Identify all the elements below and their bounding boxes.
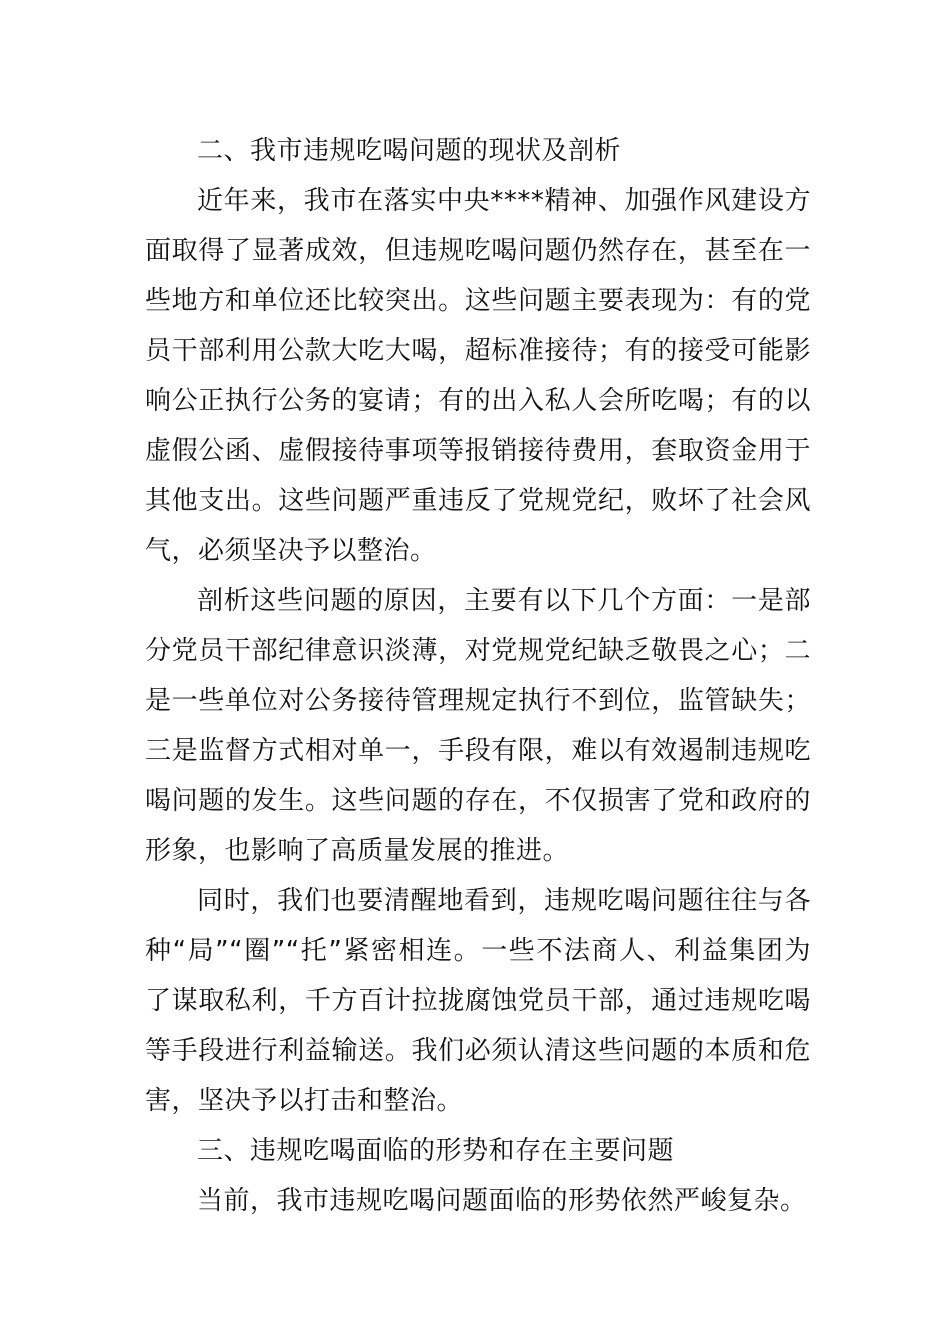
paragraph-cause-analysis: 剖析这些问题的原因，主要有以下几个方面：一是部分党员干部纪律意识淡薄，对党规党纪缺乏敬畏之心；二是一些单位对公务接待管理规定执行不到位，监管缺失；三是监督方式相对单一，手段有限，难以有效遏制违规吃喝问题的发生。这些问题的存在，不仅损害了党和政府的形象，也影响了高质量发展的推进。 — [145, 586, 811, 866]
section-heading-3: 三、违规吃喝面临的形势和存在主要问题 — [197, 1136, 675, 1166]
paragraph-current-form: 当前，我市违规吃喝问题面临的形势依然严峻复杂。 — [197, 1186, 807, 1216]
paragraph-interest-links: 同时，我们也要清醒地看到，违规吃喝问题往往与各种“局”“圈”“托”紧密相连。一些不法商人、利益集团为了谋取私利，千方百计拉拢腐蚀党员干部，通过违规吃喝等手段进行利益输送。我们必须认清这些问题的本质和危害，坚决予以打击和整治。 — [145, 886, 811, 1116]
document-body — [145, 126, 811, 1226]
section-heading-2: 二、我市违规吃喝问题的现状及剖析 — [197, 136, 622, 166]
paragraph-current-situation: 近年来，我市在落实中央****精神、加强作风建设方面取得了显著成效，但违规吃喝问题仍然存在，甚至在一些地方和单位还比较突出。这些问题主要表现为：有的党员干部利用公款大吃大喝，超标准接待；有的接受可能影响公正执行公务的宴请；有的出入私人会所吃喝；有的以虚假公函、虚假接待事项等报销接待费用，套取资金用于其他支出。这些问题严重违反了党规党纪，败坏了社会风气，必须坚决予以整治。 — [145, 186, 811, 566]
